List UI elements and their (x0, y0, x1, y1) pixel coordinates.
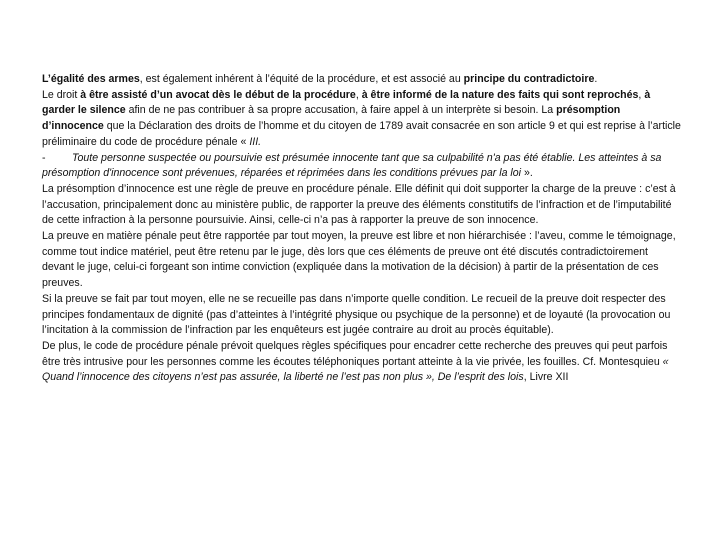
text-span: De plus, le code de procédure pénale prévoit quelques règles spécifiques pour encadrer cette recherche des preuves qui peut parfois être très intrusive pour les personnes comme les écoutes téléphoniques portant atteinte à la vie privée, les fouilles. Cf. Montesquieu (42, 339, 668, 368)
text-span: , (355, 88, 362, 101)
term-presumption-of-innocence: présomption d’innocence (42, 104, 621, 133)
text-span: . (594, 73, 598, 85)
paragraph-rights (42, 88, 682, 151)
paragraph-burden-of-proof: La présomption d’innocence est une règle de preuve en procédure pénale. Elle définit qui doit supporter la charge de la preuve : c’est à l’accusation, principalement donc au ministère public, de rapporter la preuve des éléments constitutifs de l’infraction et de l’imputabilité de cette infraction à la personne poursuivie. Ainsi, celle-ci n’a pas à rapporter la preuve de son innocence. (42, 182, 676, 227)
term-equality-of-arms: L’égalité des armes (42, 73, 140, 85)
quoted-article-text: Toute personne suspectée ou poursuivie est présumée innocente tant que sa culpabilité n'a pas été établie. Les atteintes à sa présomption d'innocence sont prévenues, réparées et réprimées dans les conditions prévues par la loi (42, 151, 662, 180)
term-right-to-lawyer: à être assisté d’un avocat dès le début de la procédure (80, 88, 356, 101)
list-dash: - (42, 151, 46, 164)
text-span: afin de ne pas contribuer à sa propre accusation, à faire appel à un interprète si besoin. La (125, 104, 557, 117)
paragraph-specific-rules (42, 339, 682, 386)
text-span: que la Déclaration des droits de l’homme et du citoyen de 1789 avait consacrée en son article 9 et qui est reprise à l’article préliminaire du code de procédure pénale « (42, 120, 681, 148)
paragraph-equality-of-arms (42, 72, 682, 88)
text-span: Le droit (42, 88, 81, 101)
text-span: ». (521, 167, 533, 180)
paragraph-free-evidence: La preuve en matière pénale peut être rapportée par tout moyen, la preuve est libre et non hiérarchisée : l’aveu, comme le témoignage, comme tout indice matériel, peut être retenu par le juge, dès lors que ces éléments de preuve ont été discutés contradictoirement devant le juge, celui-ci forgeant son intime conviction (expliquée dans la motivation de la décision) à partir de la présentation de ces preuves. (42, 230, 676, 290)
document-body (42, 72, 682, 386)
text-span: , Livre XII (523, 371, 569, 384)
montesquieu-quote: « Quand l’innocence des citoyens n’est pas assurée, la liberté ne l’est pas non plus », De l’esprit des lois (42, 355, 669, 384)
article-number: III. (249, 135, 262, 148)
term-adversarial-principle: principe du contradictoire (463, 73, 595, 85)
paragraph-evidence-collection: Si la preuve se fait par tout moyen, elle ne se recueille pas dans n’importe quelle condition. Le recueil de la preuve doit respecter des principes fondamentaux de dignité (pas d’atteintes à l’intégrité physique ou psychique de la personne) et de loyauté (la provocation ou l’incitation à la commission de l’infraction par les enquêteurs est jugée contraire au droit au procès équitable). (42, 292, 671, 337)
text-span: , (638, 88, 645, 101)
term-right-to-be-informed: à être informé de la nature des faits qui sont reprochés (361, 88, 639, 101)
term-right-to-silence: à garder le silence (42, 88, 651, 117)
paragraph-quoted-article (42, 151, 682, 182)
text-span: , est également inhérent à l’équité de la procédure, et est associé au (139, 73, 464, 85)
